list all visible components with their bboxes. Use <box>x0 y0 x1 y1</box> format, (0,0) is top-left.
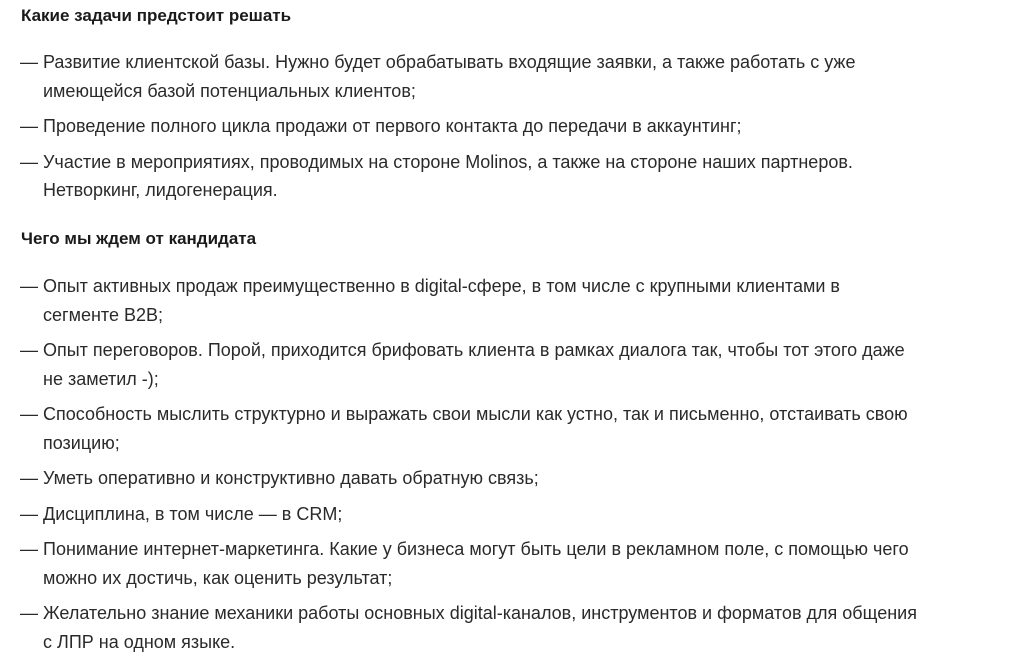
bullet-dash: — <box>20 340 38 360</box>
list-item-text: Участие в мероприятиях, проводимых на стороне Molinos, а также на стороне наших партнеров. Нетворкинг, лидогенерация. <box>43 151 853 200</box>
list-item-text: Опыт активных продаж преимущественно в digital-сфере, в том числе с крупными клиентами в сегменте B2B; <box>43 276 840 325</box>
list-item <box>20 112 920 141</box>
list-item-text: Дисциплина, в том числе — в CRM; <box>43 503 343 524</box>
list-item <box>20 48 920 105</box>
list-item-text: Проведение полного цикла продажи от первого контакта до передачи в аккаунтинг; <box>43 116 742 136</box>
list-item <box>20 336 920 393</box>
list-item-text: Уметь оперативно и конструктивно давать обратную связь; <box>43 468 539 488</box>
list-item <box>20 148 920 205</box>
bullet-dash: — <box>20 468 38 488</box>
list-item-text: Желательно знание механики работы основных digital-каналов, инструментов и форматов для общения с ЛПР на одном языке. <box>43 603 917 652</box>
bullet-dash: — <box>20 116 38 136</box>
tasks-list <box>20 48 920 212</box>
list-item-text: Опыт переговоров. Порой, приходится брифовать клиента в рамках диалога так, чтобы тот этого даже не заметил -); <box>43 340 905 389</box>
list-item <box>20 599 920 656</box>
list-item <box>20 400 920 457</box>
list-item <box>20 500 920 529</box>
bullet-dash: — <box>20 603 38 623</box>
bullet-dash: — <box>20 404 38 424</box>
list-item-text: Понимание интернет-маркетинга. Какие у бизнеса могут быть цели в рекламном поле, с помощью чего можно их достичь, как оценить результат; <box>43 539 909 588</box>
section-title-tasks: Какие задачи предстоит решать <box>21 6 292 25</box>
bullet-dash: — <box>20 52 38 72</box>
bullet-dash: — <box>20 151 38 172</box>
bullet-dash: — <box>20 539 38 559</box>
bullet-dash: — <box>20 276 38 296</box>
list-item-text: Развитие клиентской базы. Нужно будет обрабатывать входящие заявки, а также работать с уже имеющейся базой потенциальных клиентов; <box>43 52 856 101</box>
list-item <box>20 272 920 329</box>
list-item <box>20 535 920 592</box>
list-item <box>20 464 920 493</box>
list-item-text: Способность мыслить структурно и выражать свои мысли как устно, так и письменно, отстаивать свою позицию; <box>43 404 908 453</box>
bullet-dash: — <box>20 503 38 524</box>
expectations-list <box>20 272 920 663</box>
section-title-expectations: Чего мы ждем от кандидата <box>21 229 257 248</box>
